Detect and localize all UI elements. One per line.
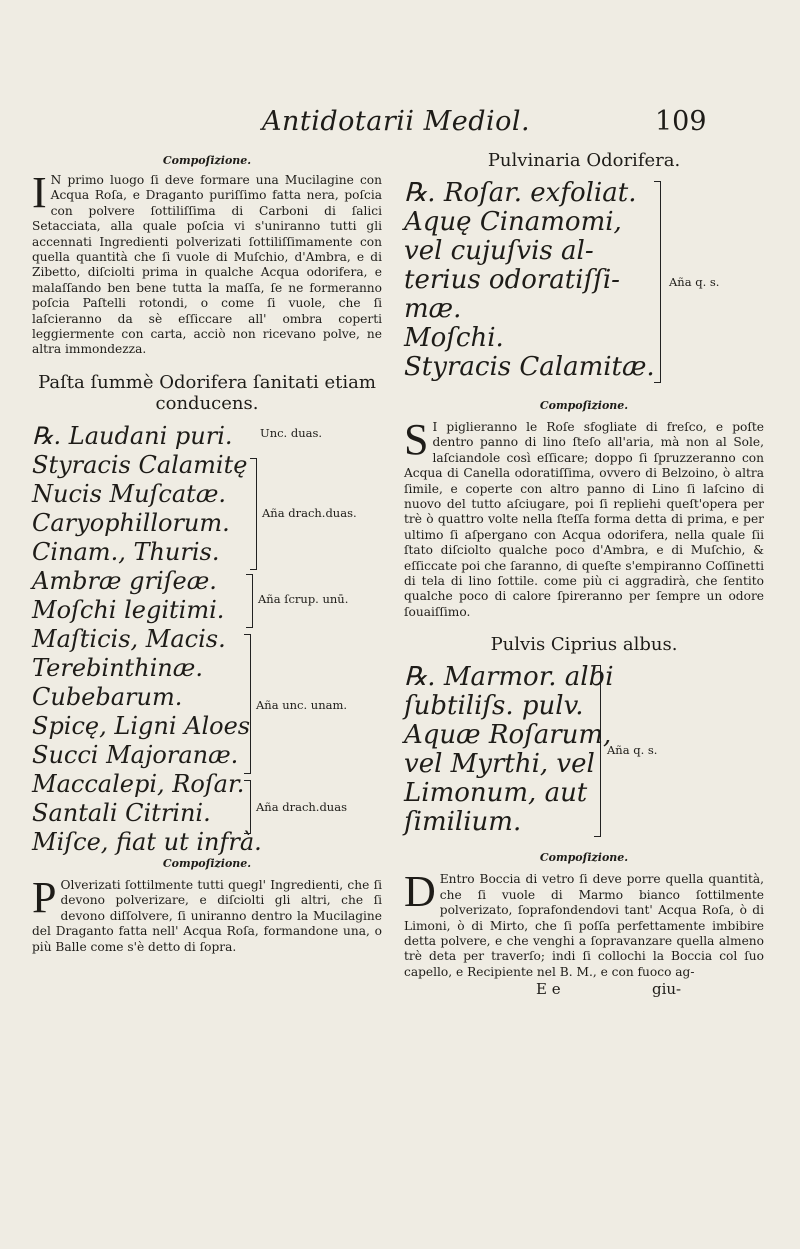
ingredient-line: Moſchi legitimi. [32, 595, 225, 624]
ingredient-line: ſubtiliſs. pulv. [404, 691, 584, 722]
quantity-label: Unc. duas. [260, 425, 323, 440]
quantity-label: Aña q. s. [607, 743, 658, 758]
ingredient-line: Nucis Muſcatæ. [32, 479, 227, 508]
grouping-brace [244, 634, 251, 774]
paragraph [32, 872, 382, 955]
section-caption: Compoſizione. [539, 399, 629, 412]
ingredient-line: Santali Citrini. [32, 798, 211, 827]
recipe-title [32, 372, 382, 414]
paragraph [404, 415, 764, 620]
ingredient-line: Maſticis, Macis. [32, 624, 226, 653]
catchword: giu- [652, 980, 682, 999]
ingredient-line: Styracis Calamitæ. [404, 352, 655, 382]
grouping-brace [246, 574, 253, 628]
left-column [32, 150, 382, 955]
page-footer [404, 980, 764, 1000]
ingredient-line: ℞. Marmor. albi [404, 662, 614, 693]
recipe-ingredients [404, 179, 764, 389]
ingredient-line: vel Myrthi, vel [404, 749, 595, 780]
quantity-label: Aña drach.duas. [262, 505, 357, 520]
ingredient-line: Aquę Cinamomi, [404, 207, 622, 237]
grouping-brace [594, 665, 601, 837]
recipe-title: Pulvinaria Odorifera. [487, 150, 681, 171]
ingredient-line: Moſchi. [404, 323, 504, 353]
grouping-brace [654, 181, 661, 383]
ingredient-line: mæ. [404, 294, 462, 324]
drop-cap: I [32, 168, 47, 217]
recipe-title-line-2: conducens. [155, 392, 259, 414]
section-caption: Compoſizione. [162, 856, 252, 870]
drop-cap: S [404, 415, 429, 464]
ingredient-line: Styracis Calamitę [32, 450, 248, 479]
ingredient-line: Cinam., Thuris. [32, 537, 220, 566]
ingredient-line: Maccalepi, Roſar. [32, 769, 245, 798]
ingredient-line: terius odoratiſſi- [404, 265, 620, 295]
ingredient-line: Spicę, Ligni Aloes [32, 711, 251, 740]
paragraph [404, 867, 764, 980]
page-header [0, 106, 800, 142]
quantity-label: Aña q. s. [669, 275, 720, 289]
signature-mark: E e [536, 980, 561, 999]
paragraph-text: I piglieranno le Roſe sfogliate di freſco, e poſte dentro panno di lino ſteſo all'aria, mà non al Sole, laſciandole così eſſicare; doppo ſi ſpruzzeranno con Acqua di Canella odoratiſſima, ovvero di Belzoino, ò altra ſimile, e coperte con altro panno di Lino ſi laſcino di nuovo del tutto aſciugare, poi ſi repliehi queſt'opera per trè ò quattro volte nella ſteſſa forma detta di prima, e per ultimo ſi aſpergano con Acqua odorifera, nella quale ſii ſtato diſciolto qualche poco d'Ambra, e di Muſchio, & eſſiccate poi che ſaranno, di queſte s'empiranno Coſſinetti di tela di lino ſottile. come più ci aggradirà, che ſentito qualche poco di calore ſpireranno per ſempre un odore ſouaiſſimo. [404, 420, 764, 619]
ingredient-line: Ambræ griſeæ. [32, 566, 217, 595]
paragraph-text: Entro Boccia di vetro ſi deve porre quella quantità, che ſi vuole di Marmo bianco ſottilmente polverizato, ſoprafondendovi tant' Acqua Roſa, ò di Limoni, ò di Mirto, che ſi poſſa perfettamente imbibire detta polvere, e che venghi a ſopravanzare quella almeno trè deta per traverſo; indi ſi collochi la Boccia col ſuo capello, e Recipiente nel B. M., e con fuoco ag- [404, 872, 764, 979]
paragraph-text: N primo luogo ſi deve formare una Mucilagine con Acqua Roſa, e Draganto puriſſimo fatta nera, poſcia con polvere ſottiliſſima di Carboni di ſalici Setacciata, alla quale poſcia vi s'uniranno tutti gli accennati Ingredienti polverizati ſottiliſſimamente con quella quantità che ſi vuole di Muſchio, d'Ambra, e di Zibetto, diſciolti prima in qualche Acqua odorifera, e malaſſando ben bene tutta la maſſa, ſe ne formeranno poſcia Paſtelli rotondi, o come ſi vuole, che ſi laſcieranno da sè eſſiccare all' ombra coperti leggiermente con carta, acciò non ricevano polve, ne altra immondezza. [32, 173, 382, 357]
running-title: Antidotarii Mediol. [262, 106, 531, 137]
drop-cap: D [404, 867, 436, 917]
recipe-title: Pulvis Ciprius albus. [490, 634, 678, 656]
ingredient-line: vel cujuſvis al- [404, 236, 594, 266]
paragraph-text: Olverizati ſottilmente tutti quegl' Ingredienti, che ſi devono polverizare, e diſciolti gli altri, che ſi devono diſſolvere, ſi uniranno dentro la Mucilagine del Draganto fatta nell' Acqua Roſa, formandone una, o più Balle come s'è detto di ſopra. [32, 877, 382, 954]
section-caption: Compoſizione. [162, 154, 252, 167]
ingredient-line: Caryophillorum. [32, 508, 230, 537]
grouping-brace [244, 780, 251, 834]
ingredient-line: ℞. Laudani puri. [32, 421, 233, 450]
ingredient-line: Miſce, fiat ut infrà. [32, 827, 262, 856]
ingredient-line: Limonum, aut [404, 778, 588, 809]
quantity-label: Aña unc. unam. [256, 697, 348, 712]
grouping-brace [250, 458, 257, 570]
ingredient-line: Cubebarum. [32, 682, 183, 711]
ingredient-line: Aquæ Roſarum, [404, 720, 612, 751]
ingredient-line: ℞. Roſar. exfoliat. [404, 178, 637, 208]
ingredient-line: Terebinthinæ. [32, 653, 203, 682]
quantity-label: Aña drach.duas [256, 799, 347, 814]
paragraph [32, 168, 382, 358]
drop-cap: P [32, 872, 57, 922]
section-caption: Compoſizione. [539, 851, 629, 865]
page-number: 109 [655, 106, 707, 137]
quantity-label: Aña ſcrup. unū. [258, 591, 349, 606]
right-column [404, 150, 764, 1000]
ingredient-line: Succi Majoranæ. [32, 740, 239, 769]
recipe-ingredients [404, 663, 764, 841]
recipe-title-line-1: Paſta ſummè Odorifera ſanitati etiam [38, 371, 376, 393]
recipe-ingredients [32, 421, 382, 856]
ingredient-line: ſimilium. [404, 807, 522, 838]
